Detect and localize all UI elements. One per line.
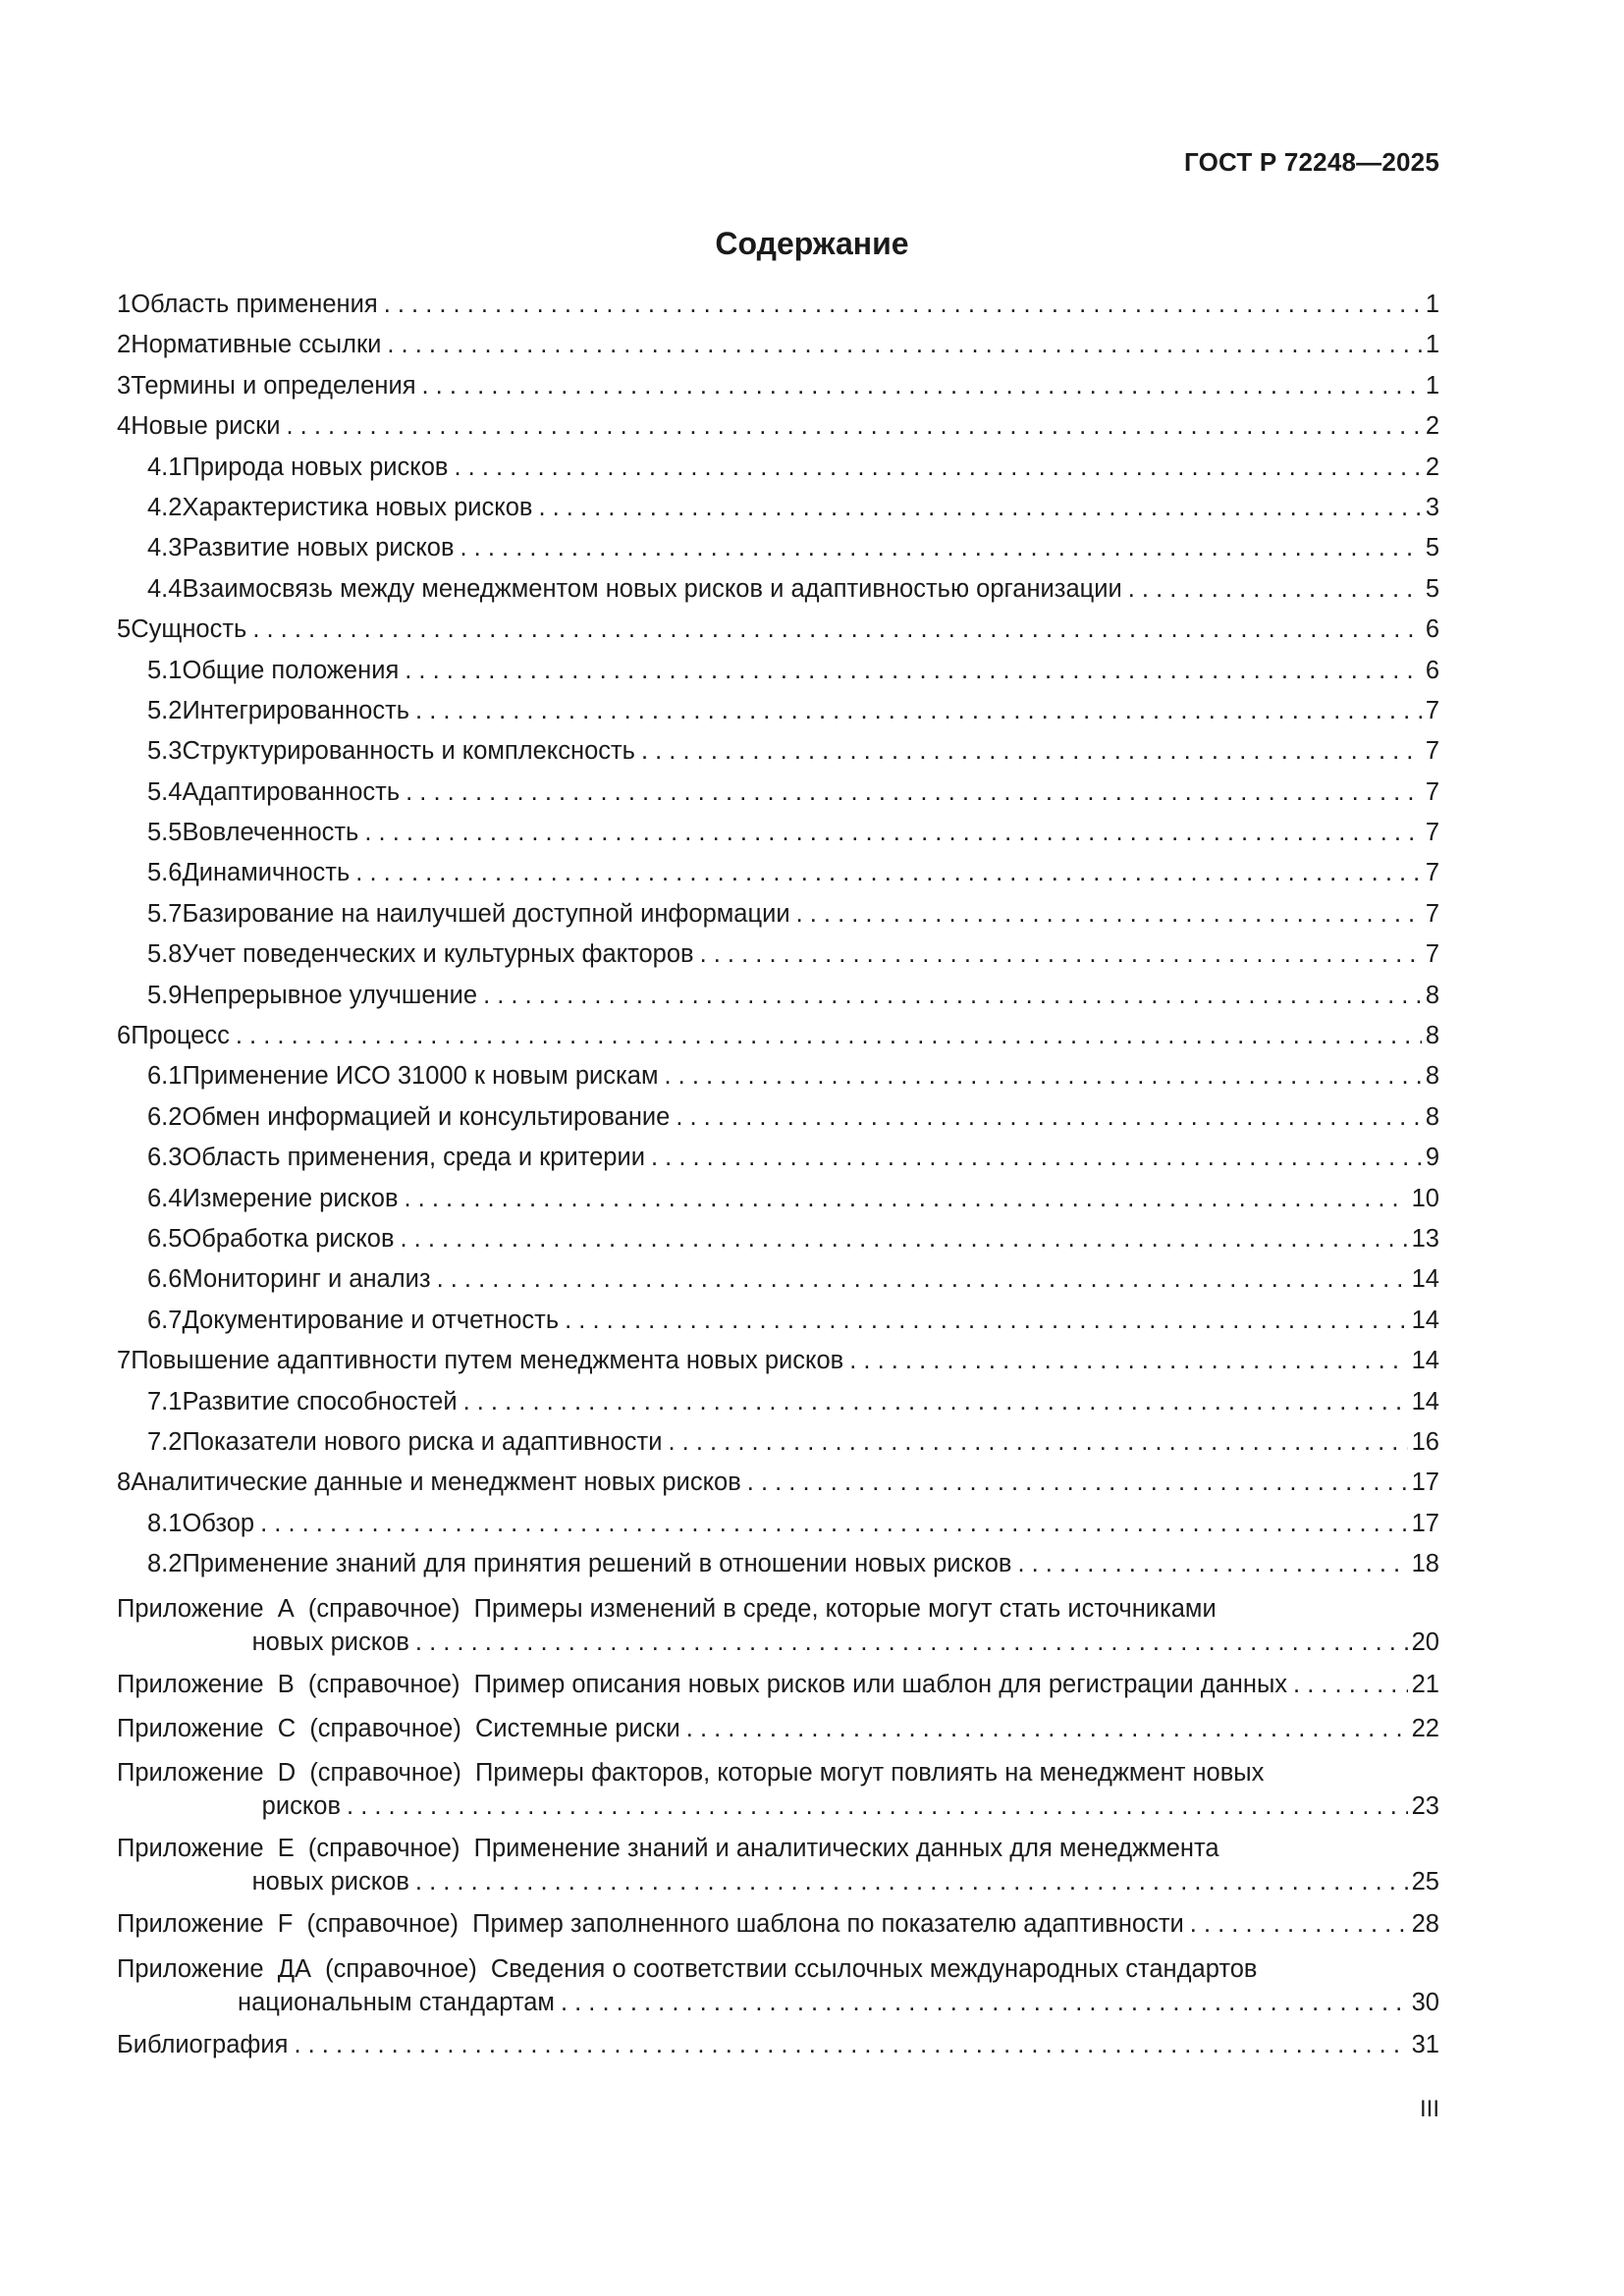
toc-entry[interactable] [117,1056,1439,1096]
toc-entry-title: Аналитические данные и менеджмент новых рисков [131,1468,741,1497]
toc-entry-number: 6.4 [147,1184,183,1212]
toc-entry-title: Обработка рисков [182,1224,395,1253]
toc-entry-page: 14 [1411,1306,1439,1334]
toc-entry-title: Адаптированность [182,777,401,806]
appendix-title-continued: рисков [261,1792,342,1821]
toc-leader-dots [700,934,1422,975]
toc-appendix-entry[interactable] [117,1953,1439,2021]
appendix-title-continued: новых рисков [251,1868,409,1896]
toc-entry-page: 7 [1425,737,1439,766]
toc-entry-number: 6.1 [147,1062,183,1091]
appendix-label: Приложение Е (справочное) [117,1835,460,1863]
toc-entry-title: Сущность [131,615,247,644]
toc-entry-title: Общие положения [182,656,400,684]
toc-entry[interactable] [117,1097,1439,1138]
toc-entry-title: Область применения [131,291,378,318]
toc-entry[interactable] [117,325,1439,365]
toc-leader-dots [651,1138,1422,1178]
toc-entry-number: 7.1 [147,1387,183,1415]
toc-entry-page: 9 [1425,1144,1439,1172]
toc-entry-page: 8 [1425,1022,1439,1050]
toc-entry[interactable] [117,691,1439,731]
toc-leader-dots [454,448,1421,488]
appendix-page: 20 [1411,1628,1439,1656]
toc-leader-dots [415,1866,1408,1898]
toc-entry-title: Документирование и отчетность [182,1306,560,1334]
toc-entry-number: 8.2 [147,1550,183,1578]
toc-leader-dots [641,731,1422,772]
toc-entry[interactable] [117,406,1439,447]
appendix-title-continued: национальным стандартам [238,1988,555,2016]
appendix-label: Приложение В (справочное) [117,1670,460,1698]
toc-entry-page: 10 [1411,1184,1439,1212]
standard-code: ГОСТ Р 72248—2025 [1184,147,1439,177]
toc-entry-number: 1 [117,291,132,318]
toc-leader-dots [849,1341,1407,1381]
toc-leader-dots [384,285,1422,325]
toc-entry-title: Процесс [131,1022,230,1050]
toc-entry-page: 8 [1425,981,1439,1009]
toc-leader-dots [1017,1544,1407,1584]
toc-entry-title: Непрерывное улучшение [182,981,478,1009]
toc-entry[interactable] [117,1544,1439,1584]
toc-entry[interactable] [117,934,1439,975]
appendix-label: Приложение С (справочное) [117,1714,461,1742]
toc-entry-number: 5.2 [147,696,183,724]
toc-leader-dots [347,1790,1408,1823]
toc-leader-dots [664,1056,1421,1096]
toc-entry-number: 4.4 [147,574,183,603]
toc-entry-title: Измерение рисков [182,1184,399,1212]
toc-entry-page: 31 [1411,2030,1439,2058]
toc-entry[interactable] [117,1179,1439,1219]
toc-leader-dots [252,610,1422,650]
toc-entry-page: 7 [1425,859,1439,887]
toc-entry-number: 6.7 [147,1306,183,1334]
toc-entry-number: 5.5 [147,819,183,847]
toc-leader-dots [669,1422,1408,1463]
toc-entry-page: 7 [1425,899,1439,928]
toc-entry[interactable] [117,773,1439,813]
toc-entry[interactable] [117,894,1439,934]
appendix-title: Примеры изменений в среде, которые могут стать источниками [473,1594,1217,1623]
toc-entry-number: 5.9 [147,981,183,1009]
toc-entry-page: 3 [1425,493,1439,521]
toc-entry-page: 17 [1411,1468,1439,1497]
toc-leader-dots [387,325,1421,365]
page-folio: III [1419,2096,1439,2122]
toc-leader-dots [355,853,1422,893]
toc-entry[interactable] [117,1341,1439,1381]
toc-entry[interactable] [117,1382,1439,1422]
toc-entry-number: 6.5 [147,1224,183,1253]
toc-entry-page: 2 [1425,412,1439,441]
appendix-page: 23 [1411,1792,1439,1821]
appendix-title-continued: новых рисков [251,1628,409,1656]
toc-entry[interactable] [117,285,1439,325]
appendix-label: Приложение D (справочное) [117,1759,461,1788]
toc-entry-title: Динамичность [182,859,351,887]
toc-entry-page: 13 [1411,1224,1439,1253]
toc-entry-page: 7 [1425,696,1439,724]
toc-entries [117,285,1439,1585]
toc-title: Содержание [715,226,909,261]
toc-entry-number: 3 [117,371,132,400]
toc-leader-dots [676,1097,1421,1138]
appendix-title: Пример описания новых рисков или шаблон для регистрации данных [473,1670,1288,1698]
toc-entry-page: 1 [1425,291,1439,318]
toc-entry-title: Мониторинг и анализ [182,1265,431,1294]
toc-entry-title: Показатели нового риска и адаптивности [182,1427,663,1456]
appendix-title: Сведения о соответствии ссылочных международных стандартов [490,1954,1258,1983]
appendix-page: 25 [1411,1868,1439,1896]
toc-entry-title: Повышение адаптивности путем менеджмента новых рисков [131,1347,844,1375]
toc-entry-title: Область применения, среда и критерии [182,1144,645,1172]
toc-entry-title: Термины и определения [131,371,416,400]
toc-entry-page: 6 [1425,656,1439,684]
toc-entry[interactable] [117,1463,1439,1503]
toc-leader-dots [1128,569,1422,610]
toc-appendix-entry[interactable] [117,1904,1439,1945]
toc-leader-dots [406,773,1422,813]
toc-entry-title: Структурированность и комплексность [182,737,635,766]
toc-leader-dots [260,1504,1408,1544]
toc-leader-dots [483,976,1422,1016]
toc-entry[interactable] [117,488,1439,528]
toc-entry-title: Обмен информацией и консультирование [182,1102,671,1131]
toc-entry-number: 7.2 [147,1427,183,1456]
toc-entry-page: 17 [1411,1509,1439,1537]
toc-leader-dots [463,1382,1408,1422]
toc-entry-page: 14 [1411,1347,1439,1375]
toc-entry-number: 5 [117,615,132,644]
toc-entry-title: Взаимосвязь между менеджментом новых рисков и адаптивностью организации [182,574,1122,603]
toc-entry-page: 18 [1411,1550,1439,1578]
toc-entry-page: 1 [1425,371,1439,400]
toc-leader-dots [796,894,1422,934]
toc-entry[interactable] [117,651,1439,691]
appendix-title: Примеры факторов, которые могут повлиять на менеджмент новых [475,1759,1265,1788]
toc-leader-dots [686,1709,1408,1749]
toc-entry-title: Учет поведенческих и культурных факторов [182,940,694,969]
toc-leader-dots [561,1987,1408,2019]
toc-leader-dots [565,1301,1408,1341]
toc-leader-dots [236,1016,1422,1056]
toc-entry-page: 2 [1425,453,1439,481]
toc-entry-page: 7 [1425,940,1439,969]
toc-leader-dots [538,488,1421,528]
toc-entry[interactable] [117,1259,1439,1300]
toc-entry-page: 1 [1425,331,1439,359]
toc-appendix-entry[interactable] [117,1593,1439,1661]
toc-entry-page: 8 [1425,1062,1439,1091]
toc-leader-dots [437,1259,1408,1300]
toc-entry-title: Вовлеченность [182,819,359,847]
toc-entry-number: 6.6 [147,1265,183,1294]
toc-entry-page: 5 [1425,574,1439,603]
toc-entry-title: Базирование на наилучшей доступной информации [182,899,790,928]
toc-leader-dots [405,651,1422,691]
toc-leader-dots [1190,1904,1408,1945]
toc-leader-dots [415,1627,1408,1659]
toc-entry-title: Природа новых рисков [182,453,449,481]
toc-entry-number: 8 [117,1468,132,1497]
toc-entry[interactable] [117,976,1439,1016]
toc-entry-number: 5.6 [147,859,183,887]
toc-entry-page: 6 [1425,615,1439,644]
appendix-page: 30 [1411,1988,1439,2016]
toc-entry-number: 4 [117,412,132,441]
toc-entry[interactable] [117,448,1439,488]
toc-leader-dots [460,528,1422,568]
appendix-title: Пример заполненного шаблона по показателю адаптивности [472,1910,1184,1939]
toc-entry[interactable] [117,366,1439,406]
toc-entry-number: 8.1 [147,1509,183,1537]
toc-entry-page: 14 [1411,1265,1439,1294]
appendix-page: 28 [1411,1910,1439,1939]
toc-entry-page: 5 [1425,534,1439,562]
toc-entry-number: 5.4 [147,777,183,806]
toc-entry-number: 6 [117,1022,132,1050]
toc-entry-number: 4.1 [147,453,183,481]
toc-leader-dots [747,1463,1408,1503]
appendix-label: Приложение ДА (справочное) [117,1954,477,1983]
appendix-label: Приложение А (справочное) [117,1594,460,1623]
toc-entry-title: Развитие новых рисков [182,534,455,562]
toc-leader-dots [294,2025,1407,2065]
toc-entry[interactable] [117,813,1439,853]
toc-appendix-entry[interactable] [117,1833,1439,1900]
toc-entry[interactable] [117,610,1439,650]
toc-entry-number: 6.3 [147,1144,183,1172]
toc-entry-title: Характеристика новых рисков [182,493,533,521]
appendix-label: Приложение F (справочное) [117,1910,459,1939]
toc-entry-title: Развитие способностей [182,1387,458,1415]
toc-entry[interactable] [117,731,1439,772]
toc-entry[interactable] [117,528,1439,568]
toc-entry-title: Нормативные ссылки [131,331,382,359]
toc-entry[interactable] [117,853,1439,893]
toc-entry-page: 8 [1425,1102,1439,1131]
toc-entry-page: 14 [1411,1387,1439,1415]
toc-entry-number: 5.8 [147,940,183,969]
toc-leader-dots [405,1179,1408,1219]
toc-entry-page: 7 [1425,777,1439,806]
toc-entry-number: 5.7 [147,899,183,928]
toc-entry-title: Обзор [182,1509,255,1537]
toc-entry[interactable] [117,1138,1439,1178]
toc-leader-dots [364,813,1421,853]
toc-entry[interactable] [117,569,1439,610]
toc-entry-number: 5.3 [147,737,183,766]
toc-entry[interactable] [117,1504,1439,1544]
toc-entry-title: Интегрированность [182,696,410,724]
toc-entry-number: 6.2 [147,1102,183,1131]
toc-appendix-entry[interactable] [117,1665,1439,1705]
toc-entry-number: 5.1 [147,656,183,684]
toc-entry[interactable] [117,1016,1439,1056]
toc-leader-dots [422,366,1422,406]
toc-entry-title: Применение ИСО 31000 к новым рискам [182,1062,659,1091]
table-of-contents [117,285,1439,2065]
toc-entry-number: 4.2 [147,493,183,521]
toc-entry-page: 16 [1411,1427,1439,1456]
toc-entry-title: Библиография [117,2030,289,2058]
toc-appendices [117,1593,1439,2021]
appendix-page: 21 [1411,1670,1439,1698]
toc-entry-number: 4.3 [147,534,183,562]
toc-entry-number: 2 [117,331,132,359]
toc-entry-page: 7 [1425,819,1439,847]
toc-appendix-entry[interactable] [117,1709,1439,1749]
toc-entry-title: Новые риски [131,412,281,441]
appendix-title: Системные риски [475,1714,680,1742]
toc-entry[interactable] [117,1219,1439,1259]
toc-leader-dots [287,406,1422,447]
toc-entry-bibliography[interactable] [117,2025,1439,2065]
toc-appendix-entry[interactable] [117,1757,1439,1825]
toc-entry[interactable] [117,1301,1439,1341]
toc-leader-dots [1293,1665,1408,1705]
toc-entry[interactable] [117,1422,1439,1463]
appendix-page: 22 [1411,1714,1439,1742]
appendix-title: Применение знаний и аналитических данных для менеджмента [473,1835,1219,1863]
toc-entry-title: Применение знаний для принятия решений в отношении новых рисков [182,1550,1012,1578]
toc-leader-dots [401,1219,1408,1259]
toc-entry-number: 7 [117,1347,132,1375]
toc-leader-dots [415,691,1422,731]
